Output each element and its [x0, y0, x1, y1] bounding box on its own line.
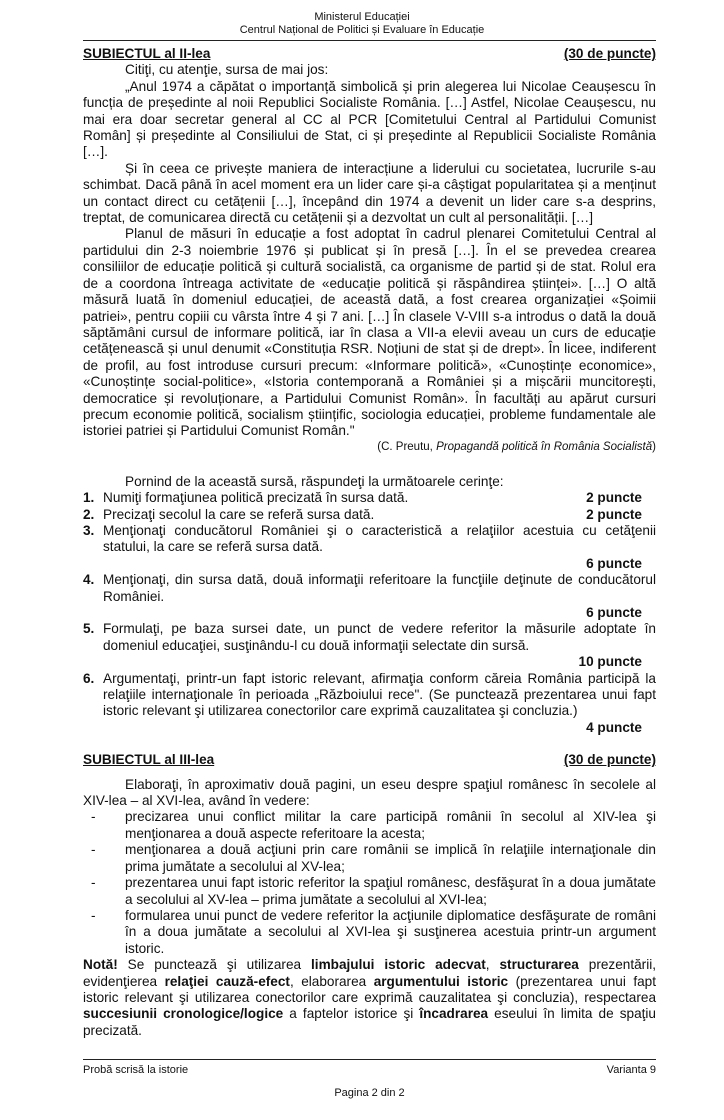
question-points: 6 puncte — [586, 605, 642, 620]
main-content — [83, 46, 656, 1039]
source-paragraph: Și în ceea ce privește maniera de interacțiune a liderului cu societatea, lucrurile s-au schimbat. Dacă până în acel moment era un lider care și-a câștigat popularitatea și a menținut un contact direct cu cetățenii […], începând din 1974 a devenit un lider care s-a desprins, treptat, de comunicarea directă cu cetățenii și a dezvoltat un cult al personalității. […] — [83, 160, 656, 226]
question-number: 1. — [83, 490, 95, 506]
footer-subject: Probă scrisă la istorie — [83, 1064, 189, 1077]
question-points: 2 puncte — [586, 506, 642, 522]
question-number: 4. — [83, 572, 95, 588]
essay-requirement — [83, 809, 656, 842]
question-item — [83, 572, 656, 621]
cite-end: ) — [652, 440, 656, 453]
dash-bullet: - — [91, 842, 96, 858]
question-text: Menţionaţi conducătorul României şi o caracteristică a relaţiilor acestuia cu cetăţenii statului, la care se referă sursa dată. — [103, 522, 656, 555]
source-citation — [83, 440, 656, 454]
essay-requirement — [83, 875, 656, 908]
question-number: 5. — [83, 621, 95, 637]
question-text: Numiţi formaţiunea politică precizată în sursa dată. — [103, 490, 409, 506]
question-item — [83, 671, 656, 737]
subject-2-title: SUBIECTUL al II-lea — [83, 46, 211, 61]
cite-title: Propagandă politică în România Socialistă — [436, 440, 653, 453]
essay-requirement — [83, 908, 656, 957]
question-text: Argumentaţi, printr-un fapt istoric relevant, afirmaţia conform căreia România participă la relaţiile internaţionale în perioada „Războiului rece". (Se punctează prezentarea unui fapt istoric relevant şi utilizarea conectorilor care exprimă cauzalitatea şi concluzia.) — [103, 670, 656, 719]
question-item — [83, 490, 656, 506]
question-number: 6. — [83, 670, 95, 686]
question-points: 6 puncte — [586, 555, 642, 571]
question-item — [83, 621, 656, 670]
ministry-name: Ministerul Educației — [314, 11, 410, 23]
essay-requirement — [83, 842, 656, 875]
essay-intro: Elaboraţi, în aproximativ două pagini, un eseu despre spaţiul românesc în secolele al XIV-lea – al XVI-lea, având în vedere: — [83, 776, 656, 809]
footer-area — [0, 1039, 724, 1100]
question-text: Precizaţi secolul la care se referă sursa dată. — [103, 506, 375, 522]
question-list — [83, 490, 656, 736]
page-header — [0, 11, 724, 37]
question-points: 2 puncte — [586, 490, 642, 506]
dash-bullet: - — [91, 809, 96, 825]
subject-2-heading — [83, 46, 656, 62]
header-rule — [83, 40, 656, 41]
cite-author: (C. Preutu, — [377, 440, 437, 453]
center-name: Centrul Național de Politici și Evaluare în Educație — [239, 24, 485, 36]
source-intro: Citiţi, cu atenţie, sursa de mai jos: — [125, 62, 329, 78]
question-number: 3. — [83, 522, 95, 538]
question-points: 4 puncte — [586, 719, 642, 735]
subject-3-heading — [83, 752, 656, 768]
task-intro: Pornind de la această sursă, răspundeţi la următoarele cerinţe: — [125, 473, 504, 489]
requirement-text: precizarea unui conflict militar la care participă românii în secolul al XIV-lea şi menţionarea a două aspecte referitoare la acesta; — [125, 809, 656, 841]
question-number: 2. — [83, 506, 95, 522]
essay-note: Notă! Se punctează şi utilizarea limbajului istoric adecvat, structurarea prezentării, evidenţierea relaţiei cauză-efect, elaborarea argumentului istoric (prezentarea unui fapt istoric relevant şi utilizarea conectorilor care exprimă cauzalitatea şi concluzia), respectarea succesiunii cronologice/logice a faptelor istorice şi încadrarea eseului în limita de spaţiu precizată. — [83, 957, 657, 1038]
requirement-text: menţionarea a două acţiuni prin care românii se implică în relaţiile internaţionale din prima jumătate a secolului al XV-lea; — [125, 842, 656, 874]
question-points: 10 puncte — [578, 654, 642, 670]
question-text: Formulaţi, pe baza sursei date, un punct de vedere referitor la măsurile adoptate în domeniul educaţiei, susţinându-l cu două informaţii selectate din sursă. — [103, 621, 656, 653]
source-paragraph: „Anul 1974 a căpătat o importanță simbolică și prin alegerea lui Nicolae Ceaușescu în funcția de președinte al noii Republici Socialiste România. […] Astfel, Nicolae Ceaușescu, nu mai era doar secretar general al CC al PCR [Comitetului Central al Partidului Comunist Român] și președinte al Consiliului de Stat, ci și președinte al Republicii Socialiste România […]. — [83, 78, 656, 160]
page-number: Pagina 2 din 2 — [334, 1087, 405, 1100]
requirement-text: prezentarea unui fapt istoric referitor la spaţiul românesc, desfăşurat în a doua jumătate a secolului al XV-lea – prima jumătate a secolului al XVI-lea; — [125, 875, 656, 907]
requirement-text: formularea unui punct de vedere referitor la acţiunile diplomatice desfăşurate de români în a doua jumătate a secolului al XVI-lea şi susţinerea acestuia printr-un argument istoric. — [125, 907, 656, 956]
question-text: Menţionaţi, din sursa dată, două informaţii referitoare la funcţiile deţinute de conducătorul României. — [103, 572, 656, 604]
footer-rule — [83, 1059, 656, 1060]
subject-3-points: (30 de puncte) — [563, 752, 656, 768]
dash-bullet: - — [91, 875, 96, 891]
subject-2-points: (30 de puncte) — [563, 46, 656, 61]
source-paragraph: Planul de măsuri în educație a fost adoptat în cadrul plenarei Comitetului Central al partidului din 2-3 noiembrie 1976 și publicat și în presă […]. În el se prevedea crearea consiliilor de educație politică și cultură socialistă, ca organisme de partid și de stat. Rolul era de a coordona întreaga activitate de «educație politică și răspândirea științei». […] O altă măsură luată în domeniul educației, de această dată, a fost crearea organizației «Șoimii patriei», pentru copiii cu vârsta între 4 și 7 ani. […] În clasele V-VIII s-a introdus o dată la două săptămâni cursul de informare politică, iar în clasa a VII-a elevii aveau un curs de educație cetățenească și unul denumit «Constituția RSR. Noțiuni de stat și de drept». În licee, indiferent de profil, au fost introduse cursuri precum: «Informare politică», «Cunoștințe economice», «Cunoștințe social-politice», «Istoria contemporană a României și a mișcării muncitorești, democratice și revoluționare, a Partidului Comunist Român». În facultăți au apărut cursuri precum economie politică, socialism științific, sociologia educației, probleme fundamentale ale istoriei patriei și Partidului Comunist Român." — [83, 226, 656, 439]
footer-variant: Varianta 9 — [606, 1064, 656, 1077]
page-footer — [83, 1064, 656, 1077]
dash-bullet: - — [91, 907, 96, 923]
subject-3-title: SUBIECTUL al III-lea — [83, 752, 215, 768]
question-item — [83, 507, 656, 523]
question-item — [83, 523, 656, 572]
